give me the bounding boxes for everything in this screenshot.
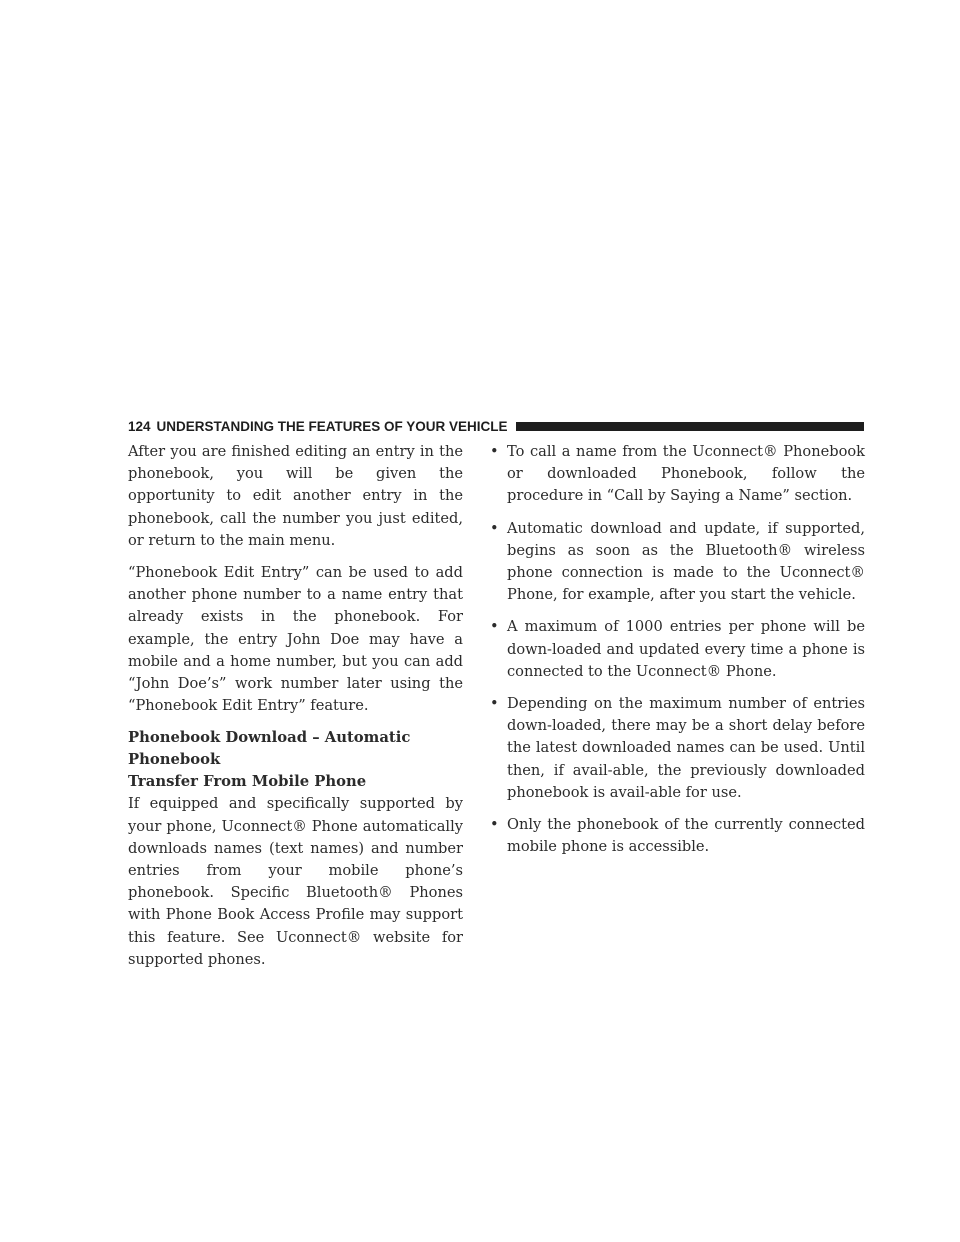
list-item-text: A maximum of 1000 entries per phone will be down-loaded and updated every time a phone is connected to the Uconnect® Phone.: [507, 618, 865, 680]
list-item: [490, 616, 865, 683]
header-rule: [516, 422, 864, 431]
section-title: UNDERSTANDING THE FEATURES OF YOUR VEHICLE: [156, 418, 508, 434]
bullet-icon: •: [490, 618, 499, 636]
page-header: [128, 415, 864, 437]
paragraph-editing-finished: After you are finished editing an entry in the phonebook, you will be given the opportunity to edit another entry in the phonebook, call the number you just edited, or return to the main menu.: [128, 443, 463, 549]
list-item: [490, 518, 865, 607]
section-heading: [128, 727, 463, 793]
right-column: [490, 441, 865, 868]
paragraph-automatic-download: If equipped and specifically supported by your phone, Uconnect® Phone automatically downloads names (text names) and number entries from your mobile phone’s phonebook. Specific Bluetooth® Phones with Phone Book Access Profile may support this feature. See Uconnect® website for supported phones.: [128, 795, 463, 968]
bullet-icon: •: [490, 816, 499, 834]
section-heading-line1: Phonebook Download – Automatic Phonebook: [128, 729, 411, 769]
list-item-text: Automatic download and update, if supported, begins as soon as the Bluetooth® wireless phone connection is made to the Uconnect® Phone, for example, after you start the vehicle.: [507, 519, 865, 604]
section-heading-line2: Transfer From Mobile Phone: [128, 773, 367, 791]
bullet-icon: •: [490, 443, 499, 460]
list-item: [490, 693, 865, 804]
list-item: [490, 814, 865, 858]
bullet-list: [490, 441, 865, 858]
left-column: [128, 441, 463, 981]
page-number: 124: [128, 418, 151, 434]
list-item: [490, 441, 865, 508]
bullet-icon: •: [490, 519, 499, 537]
list-item-text: Depending on the maximum number of entries down-loaded, there may be a short delay before the latest downloaded names can be used. Until then, if avail-able, the previously downloaded phonebook is avail-able for use.: [507, 695, 865, 801]
list-item-text: Only the phonebook of the currently connected mobile phone is accessible.: [507, 816, 865, 856]
paragraph-phonebook-edit-entry: “Phonebook Edit Entry” can be used to add another phone number to a name entry that already exists in the phonebook. For example, the entry John Doe may have a mobile and a home number, but you can add “John Doe’s” work number later using the “Phonebook Edit Entry” feature.: [128, 564, 463, 715]
list-item-text: To call a name from the Uconnect® Phonebook or downloaded Phonebook, follow the procedure in “Call by Saying a Name” section.: [507, 443, 865, 505]
bullet-icon: •: [490, 695, 499, 713]
